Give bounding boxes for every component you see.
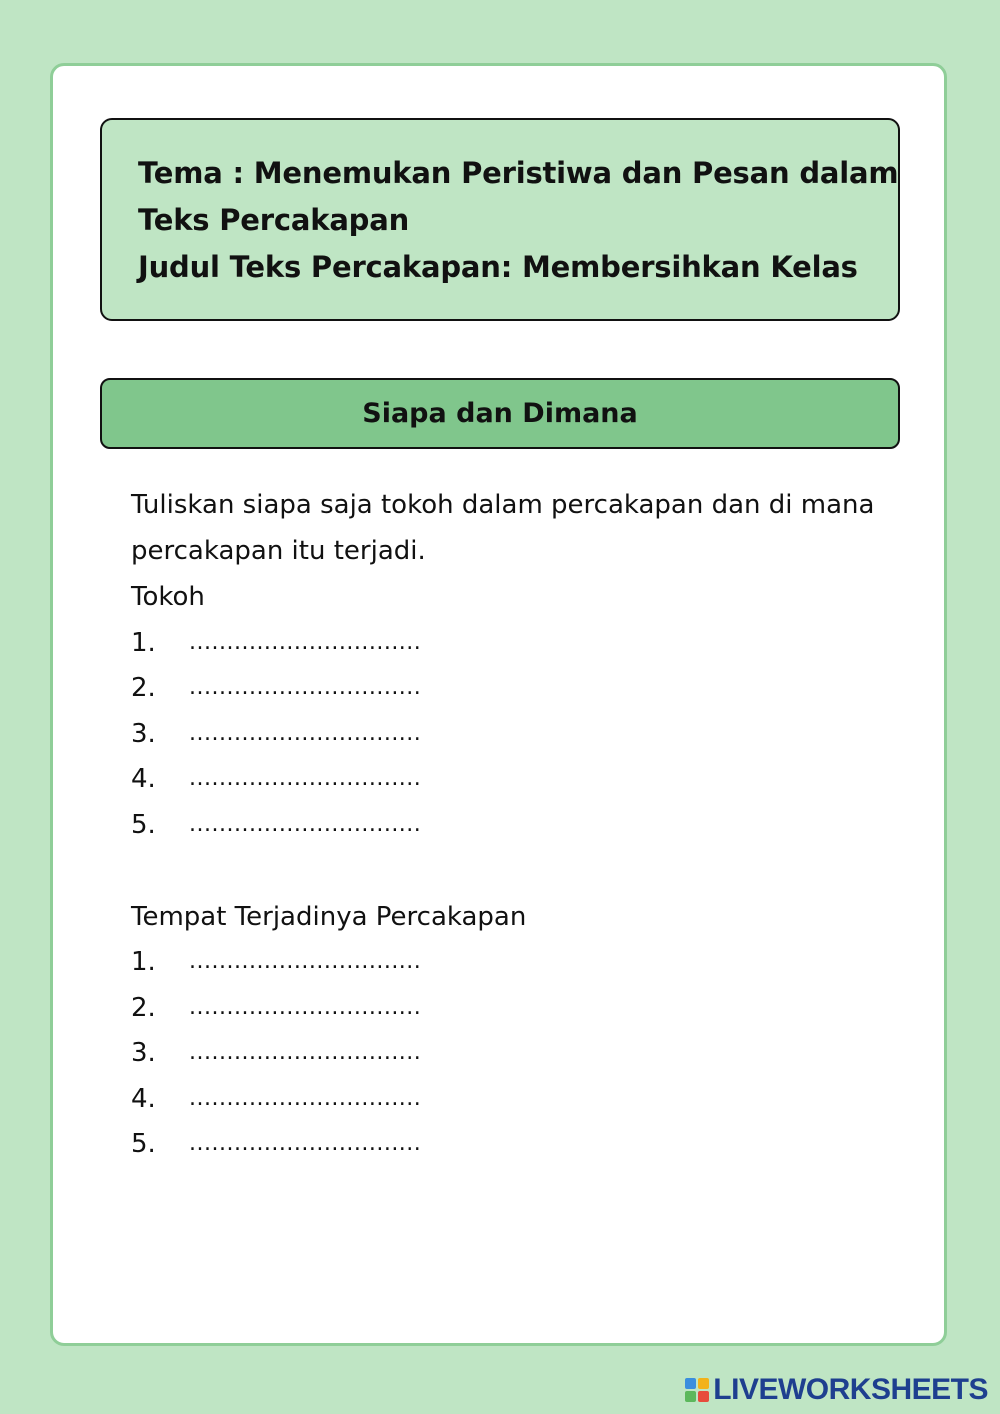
item-number: 1. — [131, 627, 156, 658]
item-number: 5. — [131, 1129, 156, 1160]
item-number: 2. — [131, 992, 156, 1023]
answer-blank[interactable]: ............................... — [189, 811, 422, 837]
tempat-item — [131, 940, 891, 986]
conversation-title: Judul Teks Percakapan: Membersihkan Kelas — [138, 250, 858, 284]
section-header — [100, 378, 900, 449]
tempat-item — [131, 1122, 891, 1168]
answer-blank[interactable]: ............................... — [189, 949, 422, 975]
item-number: 3. — [131, 718, 156, 749]
tokoh-item — [131, 620, 891, 666]
brand-name: LIVEWORKSHEETS — [713, 1373, 988, 1406]
item-number: 2. — [131, 673, 156, 704]
worksheet-content — [131, 482, 891, 1167]
logo-square-blue — [685, 1378, 696, 1389]
tempat-label: Tempat Terjadinya Percakapan — [131, 901, 527, 932]
item-number: 4. — [131, 764, 156, 795]
item-number: 5. — [131, 809, 156, 840]
theme-header-box — [100, 118, 900, 321]
item-number: 4. — [131, 1083, 156, 1114]
tempat-item — [131, 985, 891, 1031]
tokoh-item — [131, 711, 891, 757]
liveworksheets-logo-icon — [685, 1378, 709, 1402]
answer-blank[interactable]: ............................... — [189, 675, 422, 701]
theme-line-continued: Teks Percakapan — [138, 203, 410, 237]
tempat-list — [131, 940, 891, 1168]
liveworksheets-brand[interactable] — [685, 1372, 988, 1408]
logo-square-green — [685, 1391, 696, 1402]
tokoh-label: Tokoh — [131, 582, 205, 612]
answer-blank[interactable]: ............................... — [189, 1040, 422, 1066]
item-number: 1. — [131, 947, 156, 978]
answer-blank[interactable]: ............................... — [189, 1131, 422, 1157]
item-number: 3. — [131, 1038, 156, 1069]
answer-blank[interactable]: ............................... — [189, 720, 422, 746]
instruction-line-2: percakapan itu terjadi. — [131, 536, 426, 566]
answer-blank[interactable]: ............................... — [189, 1085, 422, 1111]
spacer — [131, 848, 891, 894]
answer-blank[interactable]: ............................... — [189, 629, 422, 655]
section-title: Siapa dan Dimana — [362, 398, 638, 429]
tokoh-list — [131, 620, 891, 848]
theme-line: Tema : Menemukan Peristiwa dan Pesan dalam — [138, 156, 899, 190]
logo-square-yellow — [698, 1378, 709, 1389]
tokoh-item — [131, 802, 891, 848]
answer-blank[interactable]: ............................... — [189, 994, 422, 1020]
tempat-item — [131, 1031, 891, 1077]
tokoh-item — [131, 666, 891, 712]
instruction-line-1: Tuliskan siapa saja tokoh dalam percakapan dan di mana — [131, 490, 875, 520]
tokoh-item — [131, 757, 891, 803]
logo-square-red — [698, 1391, 709, 1402]
answer-blank[interactable]: ............................... — [189, 766, 422, 792]
tempat-item — [131, 1076, 891, 1122]
